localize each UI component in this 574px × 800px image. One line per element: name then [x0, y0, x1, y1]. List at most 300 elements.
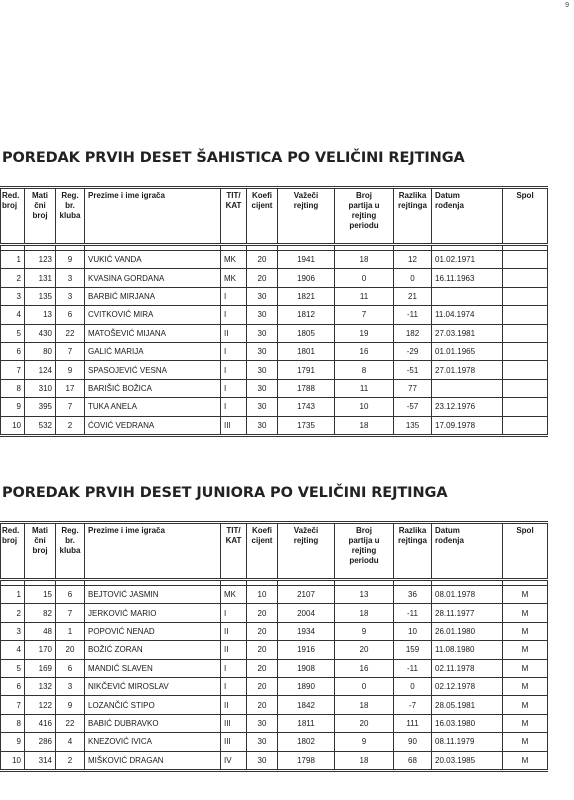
gender-cell — [503, 251, 548, 269]
player-name-cell: NIKČEVIĆ MIROSLAV — [85, 677, 221, 695]
rating-cell: 1890 — [278, 677, 335, 695]
header-label: TIT/ — [226, 526, 241, 535]
header-label: partija u — [348, 201, 380, 210]
table-row — [1, 251, 548, 269]
header-label: broj — [2, 201, 18, 210]
table-row — [1, 379, 548, 397]
title-cell: MK — [221, 269, 247, 287]
coefficient-cell: 30 — [247, 714, 278, 732]
member-number-cell: 170 — [25, 641, 56, 659]
member-number-cell: 82 — [25, 604, 56, 622]
gender-cell: M — [503, 714, 548, 732]
player-name-cell: BARIŠIĆ BOŽICA — [85, 379, 221, 397]
coefficient-cell: 30 — [247, 751, 278, 770]
gender-cell — [503, 342, 548, 360]
header-label: partija u — [348, 536, 380, 545]
rating-cell: 1908 — [278, 659, 335, 677]
player-name-cell: SPASOJEVIĆ VESNA — [85, 361, 221, 379]
birth-date-cell: 27.03.1981 — [432, 324, 503, 342]
col-club-number-header — [56, 188, 85, 245]
title-cell: III — [221, 416, 247, 435]
rating-cell: 1802 — [278, 733, 335, 751]
games-cell: 18 — [335, 751, 394, 770]
header-label: rejtinga — [398, 201, 427, 210]
rating-cell: 1791 — [278, 361, 335, 379]
coefficient-cell: 20 — [247, 659, 278, 677]
rank-cell: 3 — [1, 287, 25, 305]
gender-cell: M — [503, 696, 548, 714]
rating-cell: 1821 — [278, 287, 335, 305]
gender-cell — [503, 287, 548, 305]
title-cell: II — [221, 641, 247, 659]
birth-date-cell: 02.11.1978 — [432, 659, 503, 677]
coefficient-cell: 20 — [247, 696, 278, 714]
rating-cell: 2107 — [278, 586, 335, 604]
header-label: Broj — [356, 191, 372, 200]
difference-cell: 111 — [394, 714, 432, 732]
player-name-cell: MATOŠEVIĆ MIJANA — [85, 324, 221, 342]
player-name-cell: MANDIĆ SLAVEN — [85, 659, 221, 677]
rating-cell: 1934 — [278, 622, 335, 640]
header-row — [1, 188, 548, 245]
birth-date-cell: 28.05.1981 — [432, 696, 503, 714]
title-cell: I — [221, 342, 247, 360]
games-cell: 0 — [335, 677, 394, 695]
gender-cell — [503, 324, 548, 342]
rating-cell: 1805 — [278, 324, 335, 342]
col-birth-date-header — [432, 523, 503, 580]
col-coefficient-header — [247, 188, 278, 245]
club-number-cell: 17 — [56, 379, 85, 397]
club-number-cell: 7 — [56, 398, 85, 416]
coefficient-cell: 20 — [247, 251, 278, 269]
birth-date-cell — [432, 287, 503, 305]
col-title-header — [221, 188, 247, 245]
rating-cell: 1941 — [278, 251, 335, 269]
gender-cell: M — [503, 641, 548, 659]
title-cell: III — [221, 733, 247, 751]
rating-cell: 1735 — [278, 416, 335, 435]
club-number-cell: 9 — [56, 696, 85, 714]
col-member-number-header — [25, 188, 56, 245]
rating-cell: 1788 — [278, 379, 335, 397]
header-label: broj — [32, 211, 48, 220]
rank-cell: 6 — [1, 342, 25, 360]
difference-cell: 135 — [394, 416, 432, 435]
header-label: KAT — [225, 201, 242, 210]
club-number-cell: 7 — [56, 342, 85, 360]
birth-date-cell: 08.01.1978 — [432, 586, 503, 604]
club-number-cell: 9 — [56, 251, 85, 269]
header-label: Mati — [32, 526, 48, 535]
header-label: Spol — [516, 526, 534, 535]
member-number-cell: 286 — [25, 733, 56, 751]
gender-cell — [503, 269, 548, 287]
difference-cell: -11 — [394, 306, 432, 324]
coefficient-cell: 30 — [247, 733, 278, 751]
header-label: rođenja — [435, 536, 464, 545]
col-difference-header — [394, 188, 432, 245]
header-label: Važeči — [293, 526, 319, 535]
rank-cell: 3 — [1, 622, 25, 640]
player-name-cell: JERKOVIĆ MARIO — [85, 604, 221, 622]
coefficient-cell: 30 — [247, 416, 278, 435]
player-name-cell: BARBIĆ MIRJANA — [85, 287, 221, 305]
birth-date-cell — [432, 379, 503, 397]
title-cell: III — [221, 714, 247, 732]
table-row — [1, 659, 548, 677]
games-cell: 11 — [335, 287, 394, 305]
ranking-table — [0, 521, 548, 772]
title-cell: I — [221, 659, 247, 677]
rank-cell: 1 — [1, 251, 25, 269]
gender-cell: M — [503, 622, 548, 640]
header-label: rođenja — [435, 201, 464, 210]
col-rank-header — [1, 188, 25, 245]
games-cell: 18 — [335, 416, 394, 435]
birth-date-cell: 28.11.1977 — [432, 604, 503, 622]
difference-cell: 21 — [394, 287, 432, 305]
rank-cell: 9 — [1, 733, 25, 751]
club-number-cell: 6 — [56, 586, 85, 604]
birth-date-cell: 20.03.1985 — [432, 751, 503, 770]
games-cell: 18 — [335, 604, 394, 622]
title-cell: IV — [221, 751, 247, 770]
title-cell: I — [221, 677, 247, 695]
club-number-cell: 3 — [56, 677, 85, 695]
difference-cell: 12 — [394, 251, 432, 269]
games-cell: 0 — [335, 269, 394, 287]
gender-cell: M — [503, 677, 548, 695]
header-label: Spol — [516, 191, 534, 200]
coefficient-cell: 20 — [247, 677, 278, 695]
coefficient-cell: 30 — [247, 287, 278, 305]
member-number-cell: 124 — [25, 361, 56, 379]
difference-cell: 10 — [394, 622, 432, 640]
member-number-cell: 135 — [25, 287, 56, 305]
member-number-cell: 13 — [25, 306, 56, 324]
gender-cell — [503, 379, 548, 397]
difference-cell: 0 — [394, 677, 432, 695]
header-label: Razlika — [398, 526, 427, 535]
rank-cell: 2 — [1, 604, 25, 622]
rank-cell: 4 — [1, 641, 25, 659]
header-label: čni — [34, 536, 46, 545]
member-number-cell: 310 — [25, 379, 56, 397]
difference-cell: 68 — [394, 751, 432, 770]
table-row — [1, 622, 548, 640]
header-label: Prezime i ime igrača — [88, 526, 165, 535]
club-number-cell: 7 — [56, 604, 85, 622]
col-difference-header — [394, 523, 432, 580]
header-label: Koefi — [252, 191, 272, 200]
rating-cell: 1906 — [278, 269, 335, 287]
gender-cell — [503, 361, 548, 379]
table-row — [1, 287, 548, 305]
title-cell: I — [221, 604, 247, 622]
games-cell: 19 — [335, 324, 394, 342]
table-row — [1, 361, 548, 379]
club-number-cell: 6 — [56, 306, 85, 324]
club-number-cell: 6 — [56, 659, 85, 677]
coefficient-cell: 20 — [247, 269, 278, 287]
gender-cell — [503, 306, 548, 324]
page-number: 9 — [565, 2, 569, 9]
rating-cell: 1812 — [278, 306, 335, 324]
header-label: Red. — [2, 526, 20, 535]
player-name-cell: TUKA ANELA — [85, 398, 221, 416]
rank-cell: 10 — [1, 416, 25, 435]
club-number-cell: 2 — [56, 416, 85, 435]
birth-date-cell: 08.11.1979 — [432, 733, 503, 751]
games-cell: 16 — [335, 659, 394, 677]
header-label: periodu — [349, 221, 379, 230]
games-cell: 8 — [335, 361, 394, 379]
title-cell: MK — [221, 251, 247, 269]
birth-date-cell: 27.01.1978 — [432, 361, 503, 379]
gender-cell: M — [503, 733, 548, 751]
header-label: Datum — [435, 526, 460, 535]
header-label: Red. — [2, 191, 20, 200]
rating-cell: 2004 — [278, 604, 335, 622]
games-cell: 18 — [335, 251, 394, 269]
coefficient-cell: 30 — [247, 361, 278, 379]
player-name-cell: GALIĆ MARIJA — [85, 342, 221, 360]
header-label: Koefi — [252, 526, 272, 535]
gender-cell: M — [503, 586, 548, 604]
coefficient-cell: 30 — [247, 342, 278, 360]
coefficient-cell: 20 — [247, 641, 278, 659]
difference-cell: 77 — [394, 379, 432, 397]
title-cell: MK — [221, 586, 247, 604]
member-number-cell: 80 — [25, 342, 56, 360]
ranking-table-juniors — [0, 521, 547, 772]
header-label: KAT — [225, 536, 242, 545]
header-label: periodu — [349, 556, 379, 565]
member-number-cell: 314 — [25, 751, 56, 770]
rating-cell: 1798 — [278, 751, 335, 770]
title-cell: I — [221, 361, 247, 379]
header-label: br. — [65, 201, 75, 210]
difference-cell: 36 — [394, 586, 432, 604]
col-gender-header — [503, 523, 548, 580]
table-row — [1, 398, 548, 416]
col-rating-header — [278, 188, 335, 245]
rank-cell: 7 — [1, 361, 25, 379]
gender-cell: M — [503, 659, 548, 677]
birth-date-cell: 11.08.1980 — [432, 641, 503, 659]
table-row — [1, 586, 548, 604]
header-label: broj — [2, 536, 18, 545]
header-row — [1, 523, 548, 580]
header-label: br. — [65, 536, 75, 545]
header-label: cijent — [251, 536, 273, 545]
birth-date-cell: 01.01.1965 — [432, 342, 503, 360]
header-label: broj — [32, 546, 48, 555]
header-label: TIT/ — [226, 191, 241, 200]
header-label: Broj — [356, 526, 372, 535]
difference-cell: 159 — [394, 641, 432, 659]
player-name-cell: BEJTOVIĆ JASMIN — [85, 586, 221, 604]
member-number-cell: 532 — [25, 416, 56, 435]
table-row — [1, 416, 548, 435]
header-label: rejting — [351, 211, 377, 220]
table-row — [1, 306, 548, 324]
col-rank-header — [1, 523, 25, 580]
gender-cell: M — [503, 604, 548, 622]
header-label: Važeči — [293, 191, 319, 200]
section-title-women: POREDAK PRVIH DESET ŠAHISTICA PO VELIČINI REJTINGA — [2, 150, 465, 166]
rating-cell: 1801 — [278, 342, 335, 360]
member-number-cell: 395 — [25, 398, 56, 416]
coefficient-cell: 30 — [247, 398, 278, 416]
table-row — [1, 733, 548, 751]
header-label: rejting — [293, 536, 319, 545]
header-label: rejting — [293, 201, 319, 210]
member-number-cell: 169 — [25, 659, 56, 677]
rank-cell: 8 — [1, 379, 25, 397]
header-label: Reg. — [61, 526, 79, 535]
birth-date-cell: 01.02.1971 — [432, 251, 503, 269]
rank-cell: 7 — [1, 696, 25, 714]
header-label: čni — [34, 201, 46, 210]
member-number-cell: 430 — [25, 324, 56, 342]
table-row — [1, 269, 548, 287]
rank-cell: 8 — [1, 714, 25, 732]
header-label: kluba — [59, 546, 81, 555]
difference-cell: -7 — [394, 696, 432, 714]
col-rating-header — [278, 523, 335, 580]
header-label: Mati — [32, 191, 48, 200]
rating-cell: 1743 — [278, 398, 335, 416]
col-player-name-header — [85, 523, 221, 580]
header-label: rejtinga — [398, 536, 427, 545]
player-name-cell: VUKIĆ VANDA — [85, 251, 221, 269]
table-row — [1, 604, 548, 622]
member-number-cell: 131 — [25, 269, 56, 287]
player-name-cell: MIŠKOVIĆ DRAGAN — [85, 751, 221, 770]
section-title-juniors: POREDAK PRVIH DESET JUNIORA PO VELIČINI REJTINGA — [2, 485, 448, 501]
birth-date-cell: 11.04.1974 — [432, 306, 503, 324]
col-club-number-header — [56, 523, 85, 580]
difference-cell: -57 — [394, 398, 432, 416]
club-number-cell: 2 — [56, 751, 85, 770]
games-cell: 13 — [335, 586, 394, 604]
title-cell: II — [221, 622, 247, 640]
player-name-cell: BABIĆ DUBRAVKO — [85, 714, 221, 732]
player-name-cell: POPOVIĆ NENAD — [85, 622, 221, 640]
games-cell: 10 — [335, 398, 394, 416]
birth-date-cell: 26.01.1980 — [432, 622, 503, 640]
player-name-cell: LOZANČIĆ STIPO — [85, 696, 221, 714]
rank-cell: 10 — [1, 751, 25, 770]
title-cell: II — [221, 324, 247, 342]
rating-cell: 1842 — [278, 696, 335, 714]
games-cell: 16 — [335, 342, 394, 360]
games-cell: 11 — [335, 379, 394, 397]
club-number-cell: 20 — [56, 641, 85, 659]
gender-cell: M — [503, 751, 548, 770]
birth-date-cell: 23.12.1976 — [432, 398, 503, 416]
member-number-cell: 416 — [25, 714, 56, 732]
table-row — [1, 342, 548, 360]
table-row — [1, 714, 548, 732]
member-number-cell: 132 — [25, 677, 56, 695]
difference-cell: -11 — [394, 659, 432, 677]
player-name-cell: BOŽIĆ ZORAN — [85, 641, 221, 659]
rank-cell: 4 — [1, 306, 25, 324]
table-row — [1, 641, 548, 659]
member-number-cell: 48 — [25, 622, 56, 640]
club-number-cell: 22 — [56, 324, 85, 342]
rank-cell: 6 — [1, 677, 25, 695]
coefficient-cell: 30 — [247, 379, 278, 397]
col-title-header — [221, 523, 247, 580]
club-number-cell: 3 — [56, 287, 85, 305]
member-number-cell: 123 — [25, 251, 56, 269]
ranking-table-women — [0, 186, 547, 437]
games-cell: 20 — [335, 641, 394, 659]
coefficient-cell: 10 — [247, 586, 278, 604]
games-cell: 20 — [335, 714, 394, 732]
col-coefficient-header — [247, 523, 278, 580]
difference-cell: -51 — [394, 361, 432, 379]
player-name-cell: KNEZOVIĆ IVICA — [85, 733, 221, 751]
difference-cell: 90 — [394, 733, 432, 751]
rank-cell: 9 — [1, 398, 25, 416]
birth-date-cell: 02.12.1978 — [432, 677, 503, 695]
player-name-cell: CVITKOVIĆ MIRA — [85, 306, 221, 324]
difference-cell: 0 — [394, 269, 432, 287]
gender-cell — [503, 398, 548, 416]
header-label: Prezime i ime igrača — [88, 191, 165, 200]
rating-cell: 1811 — [278, 714, 335, 732]
title-cell: II — [221, 696, 247, 714]
club-number-cell: 9 — [56, 361, 85, 379]
title-cell: I — [221, 379, 247, 397]
rating-cell: 1916 — [278, 641, 335, 659]
birth-date-cell: 16.03.1980 — [432, 714, 503, 732]
birth-date-cell: 16.11.1963 — [432, 269, 503, 287]
col-member-number-header — [25, 523, 56, 580]
club-number-cell: 22 — [56, 714, 85, 732]
club-number-cell: 4 — [56, 733, 85, 751]
gender-cell — [503, 416, 548, 435]
games-cell: 9 — [335, 622, 394, 640]
member-number-cell: 122 — [25, 696, 56, 714]
rank-cell: 2 — [1, 269, 25, 287]
rank-cell: 5 — [1, 324, 25, 342]
club-number-cell: 1 — [56, 622, 85, 640]
table-row — [1, 677, 548, 695]
coefficient-cell: 20 — [247, 622, 278, 640]
header-label: Reg. — [61, 191, 79, 200]
col-games-header — [335, 523, 394, 580]
col-games-header — [335, 188, 394, 245]
difference-cell: -11 — [394, 604, 432, 622]
games-cell: 7 — [335, 306, 394, 324]
difference-cell: 182 — [394, 324, 432, 342]
ranking-table — [0, 186, 548, 437]
header-label: kluba — [59, 211, 81, 220]
title-cell: I — [221, 398, 247, 416]
coefficient-cell: 20 — [247, 604, 278, 622]
header-label: Razlika — [398, 191, 427, 200]
coefficient-cell: 30 — [247, 324, 278, 342]
table-row — [1, 751, 548, 770]
header-label: Datum — [435, 191, 460, 200]
player-name-cell: KVASINA GORDANA — [85, 269, 221, 287]
